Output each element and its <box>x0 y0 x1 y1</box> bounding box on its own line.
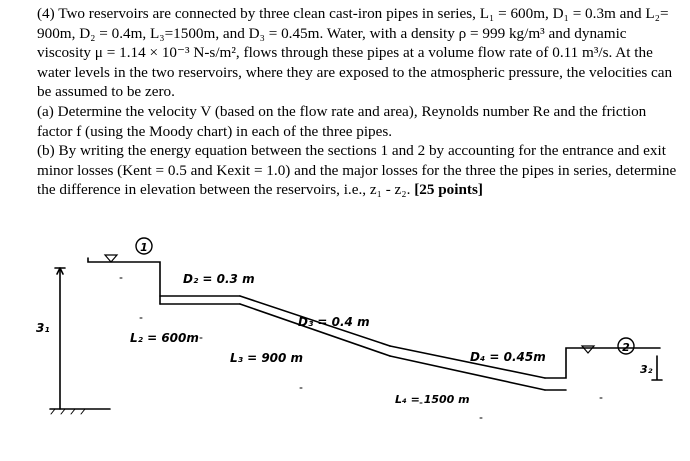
l2-label: L₃ = 900 m <box>230 351 304 365</box>
points-label: [25 points] <box>414 181 483 199</box>
left-reservoir-wall <box>88 258 160 304</box>
problem-statement: (4) Two reservoirs are connected by three clean cast-iron pipes in series, L₁ = 600m, D₁ = 0.3m and L₂= 900m, D₂ = 0.4m, L₃=1500m, and D₃ = 0.45m. Water, with a density ρ = 999 kg/m³ and dynamic viscosity μ = 1.14 × 10⁻³ N-s/m², flows through these pipes at a volume flow rate of 0.11 m³/s. At the water levels in the two reservoirs, where they are exposed to the atmospheric pressure, the velocities can be assumed to be zero. <box>37 5 673 101</box>
pipe-1 <box>160 296 240 304</box>
d3-label: D₄ = 0.45m <box>470 350 546 364</box>
reservoir-pipe-diagram <box>0 228 690 461</box>
part-b-text: (b) By writing the energy equation between the sections 1 and 2 by accounting for the entrance and exit minor losses (Kent = 0.5 and Kexit = 1.0) and the major losses for the three the pipes in series, determine the difference in elevation between the reservoirs, i.e., z₁ - z₂. <box>37 142 677 199</box>
l1-label: L₂ = 600m <box>130 331 199 345</box>
z2-label: 3₂ <box>640 363 653 376</box>
d2-label: D₃ = 0.4 m <box>298 315 370 329</box>
l3-label: L₄ = 1500 m <box>395 393 470 406</box>
d1-label: D₂ = 0.3 m <box>183 272 255 286</box>
section-2-label: 2 <box>622 341 630 354</box>
section-1-label: 1 <box>140 241 148 254</box>
z1-dimension <box>55 268 65 409</box>
part-b <box>37 141 677 200</box>
z1-label: 3₁ <box>36 321 50 335</box>
problem-text <box>37 4 677 200</box>
part-a: (a) Determine the velocity V (based on the flow rate and area), Reynolds number Re and the friction factor f (using the Moody chart) in each of the three pipes. <box>37 102 647 140</box>
z2-dimension <box>652 356 662 380</box>
